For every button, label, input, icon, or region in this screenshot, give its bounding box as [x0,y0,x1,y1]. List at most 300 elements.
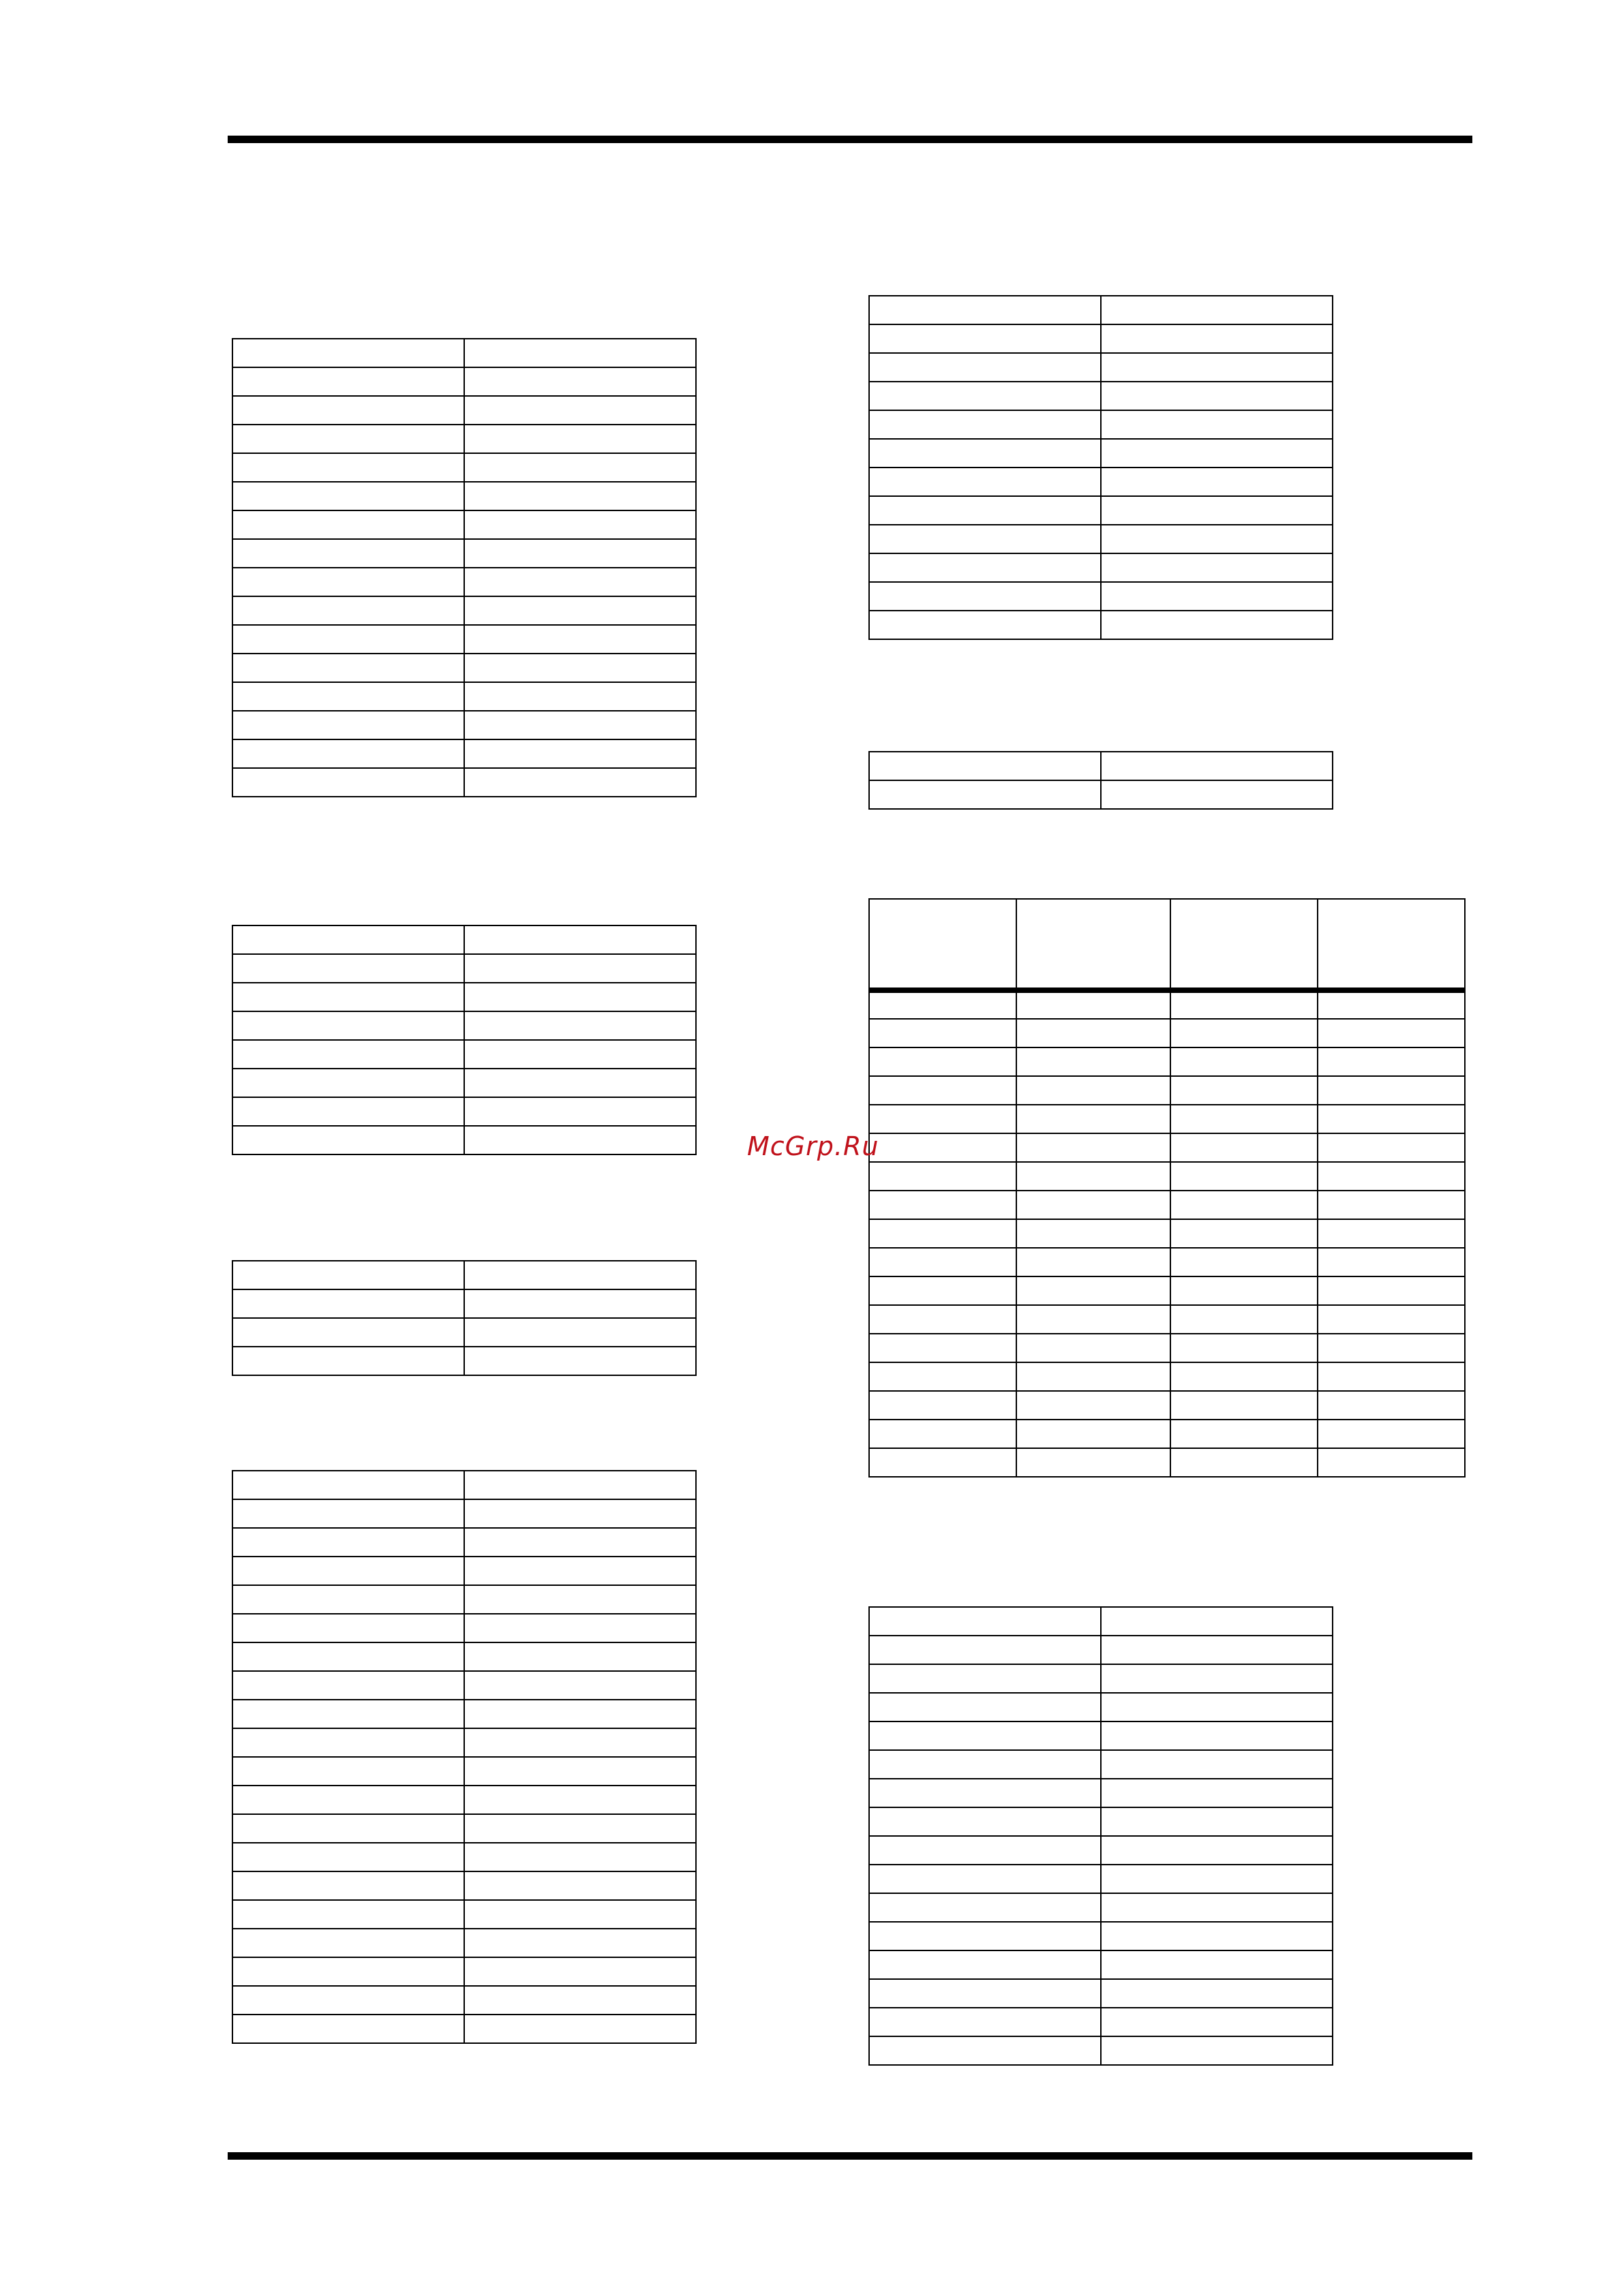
table-cell [1101,2036,1333,2065]
table-cell [464,596,696,625]
table-cell [1170,1076,1318,1105]
table-cell [869,1779,1101,1807]
table-row [869,496,1333,525]
watermark-text: McGrp.Ru [747,1131,879,1161]
table-cell [1318,1420,1465,1448]
table-row [869,324,1333,353]
table-row [869,1979,1333,2008]
table-cell [464,1097,696,1126]
table-cell [232,568,464,596]
table-row [869,1076,1465,1105]
table-cell [869,439,1101,468]
table-row [869,1607,1333,1636]
table-row [869,752,1333,780]
table-cell [1101,1807,1333,1836]
table-cell [464,1871,696,1900]
table-row [869,1636,1333,1664]
table-row [869,1448,1465,1477]
table-cell [464,1557,696,1585]
table-cell [232,2015,464,2043]
table-cell [869,752,1101,780]
table-cell [869,2008,1101,2036]
table-cell [869,1420,1016,1448]
table-cell [1101,468,1333,496]
table-cell [232,768,464,797]
table-row [232,625,696,654]
table-row [232,1814,696,1843]
table-cell [232,1499,464,1528]
table-cell [1016,1191,1170,1219]
table-row [869,439,1333,468]
table-cell [869,1219,1016,1248]
table-cell [232,367,464,396]
table-cell [232,1614,464,1642]
table-left-3 [232,1260,697,1376]
table-cell [869,1979,1101,2008]
table-cell [1170,1162,1318,1191]
table-cell [464,1929,696,1957]
table-row [869,2036,1333,2065]
table-cell [869,1950,1101,1979]
table-cell [1101,1979,1333,2008]
table-row [232,1097,696,1126]
table-cell [1170,1305,1318,1334]
table-row [232,2015,696,2043]
table-cell [232,1318,464,1347]
table-cell [869,1836,1101,1865]
table-cell [232,1900,464,1929]
table-cell [1101,553,1333,582]
table-cell [869,1448,1016,1477]
table-cell [869,382,1101,410]
table-row [232,1040,696,1069]
table-row [869,1334,1465,1362]
table-row [232,1843,696,1871]
table-cell [1016,1019,1170,1047]
table-cell [232,339,464,367]
table-cell [464,1786,696,1814]
table-cell [232,1040,464,1069]
table-cell [1101,1721,1333,1750]
table-cell [869,1248,1016,1276]
table-cell [464,1261,696,1289]
table-row [869,553,1333,582]
table-cell [1101,1636,1333,1664]
table-cell [1101,752,1333,780]
table-cell [232,954,464,983]
table-cell [1170,1420,1318,1448]
table-cell [232,1871,464,1900]
table-cell [869,1664,1101,1693]
table-row [232,1261,696,1289]
table-cell [869,1133,1016,1162]
table-cell [232,482,464,510]
table-row [869,582,1333,611]
table-cell [1318,1019,1465,1047]
table-cell [869,1865,1101,1893]
table-cell [464,1471,696,1499]
table-cell [869,611,1101,639]
table-row [869,1219,1465,1248]
table-cell [464,1126,696,1154]
table-cell [1170,1219,1318,1248]
table-row [869,353,1333,382]
table-cell [1101,1893,1333,1922]
table-cell [1101,1664,1333,1693]
table-cell [232,596,464,625]
table-row [232,1757,696,1786]
table-cell [1101,353,1333,382]
table-cell [869,1807,1101,1836]
table-right-1 [868,295,1333,640]
table-cell [869,410,1101,439]
table-row [232,1786,696,1814]
table-row [232,396,696,425]
table-cell [232,1097,464,1126]
table-cell [1016,1076,1170,1105]
table-row [232,1642,696,1671]
table-cell [1170,990,1318,1019]
table-cell [464,453,696,482]
table-row [232,568,696,596]
table-row [869,1047,1465,1076]
table-header-cell [1016,899,1170,990]
table-row [232,539,696,568]
table-cell [1170,1105,1318,1133]
table-cell [232,682,464,711]
table-cell [1101,439,1333,468]
table-cell [232,1671,464,1700]
table-left-2 [232,925,697,1155]
table-row [869,1693,1333,1721]
table-row [232,482,696,510]
table-cell [1170,1334,1318,1362]
table-cell [1101,1836,1333,1865]
table-cell [1101,1922,1333,1950]
table-header-row [869,899,1465,990]
table-cell [1016,1219,1170,1248]
table-row [869,1248,1465,1276]
table-cell [232,1814,464,1843]
table-cell [232,1843,464,1871]
table-row [869,1276,1465,1305]
table-cell [232,1585,464,1614]
table-row [869,990,1465,1019]
table-row [232,1471,696,1499]
table-cell [464,625,696,654]
bottom-rule [228,2152,1472,2160]
table-row [232,1957,696,1986]
table-cell [232,1700,464,1728]
table-cell [464,568,696,596]
table-cell [1170,1047,1318,1076]
table-cell [464,1289,696,1318]
table-cell [869,1191,1016,1219]
table-row [232,1900,696,1929]
table-row [232,1126,696,1154]
table-row [869,1750,1333,1779]
table-cell [464,682,696,711]
table-cell [464,1614,696,1642]
table-cell [232,425,464,453]
table-cell [232,739,464,768]
table-cell [464,711,696,739]
table-row [869,296,1333,324]
table-row [232,983,696,1011]
table-cell [869,780,1101,809]
table-cell [1016,1047,1170,1076]
table-cell [232,1289,464,1318]
table-cell [464,1011,696,1040]
table-row [232,1700,696,1728]
table-cell [869,1922,1101,1950]
table-cell [1170,1019,1318,1047]
table-cell [232,396,464,425]
table-cell [232,1642,464,1671]
table-row [869,1362,1465,1391]
table-cell [464,1671,696,1700]
table-cell [1318,1219,1465,1248]
table-cell [1170,1391,1318,1420]
table-cell [1016,1448,1170,1477]
table-cell [464,482,696,510]
table-row [232,1986,696,2015]
table-cell [464,925,696,954]
table-cell [232,1557,464,1585]
table-cell [232,1728,464,1757]
table-row [232,1069,696,1097]
table-cell [869,525,1101,553]
table-cell [869,1362,1016,1391]
table-cell [464,2015,696,2043]
table-cell [1101,410,1333,439]
table-row [232,682,696,711]
table-cell [1318,1276,1465,1305]
table-cell [1016,1248,1170,1276]
table-cell [232,453,464,482]
table-cell [869,1047,1016,1076]
table-cell [869,2036,1101,2065]
table-cell [869,468,1101,496]
table-cell [1170,1191,1318,1219]
table-row [869,468,1333,496]
table-row [232,1557,696,1585]
table-cell [1101,611,1333,639]
table-row [869,1162,1465,1191]
table-row [232,1871,696,1900]
table-cell [1016,1305,1170,1334]
table-row [869,1420,1465,1448]
table-row [232,1318,696,1347]
table-cell [1016,1276,1170,1305]
table-cell [1318,1448,1465,1477]
table-cell [232,925,464,954]
table-row [232,1289,696,1318]
table-cell [232,510,464,539]
table-right-3 [868,898,1466,1478]
table-cell [1101,1865,1333,1893]
table-cell [464,1728,696,1757]
table-row [869,1133,1465,1162]
table-row [232,1528,696,1557]
table-row [232,510,696,539]
table-cell [1101,582,1333,611]
table-row [869,1305,1465,1334]
table-cell [464,1528,696,1557]
table-row [869,1950,1333,1979]
table-cell [1318,1362,1465,1391]
table-cell [1016,1162,1170,1191]
table-cell [869,1305,1016,1334]
table-cell [1318,1248,1465,1276]
table-left-1 [232,338,697,797]
table-row [869,2008,1333,2036]
table-cell [1318,1191,1465,1219]
table-row [232,1614,696,1642]
table-cell [869,1076,1016,1105]
table-cell [1101,1607,1333,1636]
table-cell [232,1347,464,1375]
table-row [232,954,696,983]
table-row [869,410,1333,439]
table-cell [869,553,1101,582]
table-cell [869,1391,1016,1420]
table-cell [869,296,1101,324]
table-header-cell [869,899,1016,990]
table-cell [464,510,696,539]
table-row [232,596,696,625]
table-cell [869,496,1101,525]
table-cell [232,711,464,739]
table-right-4 [868,1606,1333,2066]
table-cell [464,739,696,768]
table-cell [464,1499,696,1528]
table-row [232,925,696,954]
table-cell [464,1814,696,1843]
table-cell [869,1276,1016,1305]
table-row [869,611,1333,639]
table-cell [869,1105,1016,1133]
table-cell [1101,525,1333,553]
table-cell [464,954,696,983]
table-cell [1016,1133,1170,1162]
table-header-cell [1318,899,1465,990]
table-cell [1318,1047,1465,1076]
table-cell [1170,1133,1318,1162]
table-cell [1318,1391,1465,1420]
table-row [232,768,696,797]
table-row [869,525,1333,553]
table-cell [869,1636,1101,1664]
table-row [232,339,696,367]
table-right-2 [868,751,1333,810]
table-row [869,1807,1333,1836]
table-cell [232,1957,464,1986]
table-cell [232,1471,464,1499]
table-cell [464,1318,696,1347]
table-row [869,1865,1333,1893]
table-row [869,382,1333,410]
table-cell [464,1069,696,1097]
table-row [869,1721,1333,1750]
table-cell [464,1642,696,1671]
table-cell [1170,1276,1318,1305]
table-cell [869,353,1101,382]
table-cell [1101,2008,1333,2036]
table-cell [232,1929,464,1957]
table-row [232,367,696,396]
table-cell [1016,990,1170,1019]
table-cell [464,1986,696,2015]
table-cell [869,1019,1016,1047]
table-row [232,1499,696,1528]
table-row [232,425,696,453]
table-row [232,1929,696,1957]
table-cell [1318,1105,1465,1133]
table-cell [232,983,464,1011]
table-cell [1016,1420,1170,1448]
table-row [869,1893,1333,1922]
table-cell [1318,1305,1465,1334]
table-row [869,1836,1333,1865]
table-cell [1318,1162,1465,1191]
table-cell [1170,1362,1318,1391]
table-cell [869,582,1101,611]
table-cell [464,1700,696,1728]
table-cell [464,768,696,797]
table-cell [232,625,464,654]
table-cell [1318,990,1465,1019]
table-cell [464,1843,696,1871]
table-cell [869,1607,1101,1636]
table-cell [232,1786,464,1814]
table-header-cell [1170,899,1318,990]
table-cell [232,539,464,568]
table-cell [869,324,1101,353]
table-cell [232,1757,464,1786]
table-cell [464,425,696,453]
table-cell [1016,1334,1170,1362]
table-cell [869,1750,1101,1779]
table-cell [1101,1693,1333,1721]
table-row [869,1779,1333,1807]
table-row [869,1391,1465,1420]
table-cell [1170,1448,1318,1477]
top-rule [228,136,1472,143]
table-cell [1101,780,1333,809]
table-row [232,711,696,739]
table-cell [232,1528,464,1557]
table-cell [464,1040,696,1069]
table-row [232,1585,696,1614]
table-cell [464,539,696,568]
table-row [869,1664,1333,1693]
table-cell [1318,1133,1465,1162]
table-cell [1101,496,1333,525]
table-cell [232,1986,464,2015]
table-row [869,1922,1333,1950]
table-row [232,1671,696,1700]
table-cell [869,1334,1016,1362]
table-row [869,780,1333,809]
table-row [232,453,696,482]
table-cell [232,1069,464,1097]
table-row [869,1019,1465,1047]
table-row [232,739,696,768]
table-cell [464,1347,696,1375]
table-cell [464,1957,696,1986]
table-row [869,1191,1465,1219]
